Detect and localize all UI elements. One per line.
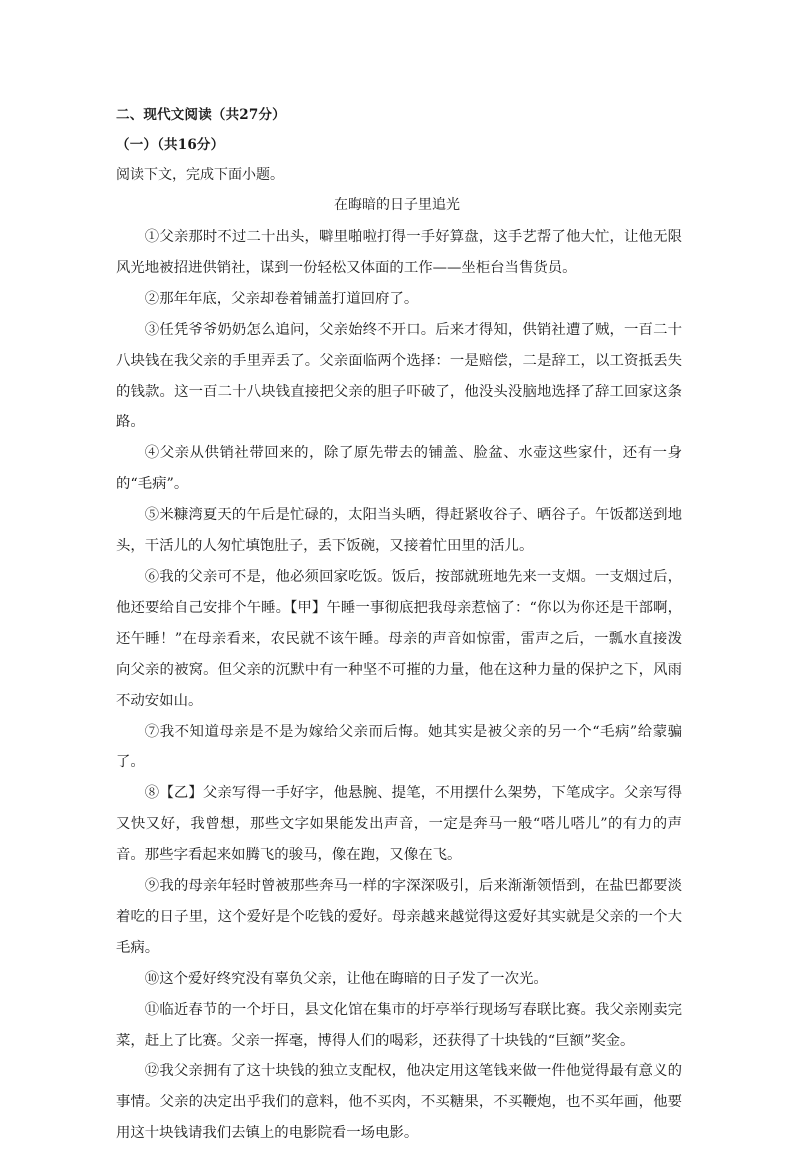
paragraph-5: ⑤米糠湾夏天的午后是忙碌的，太阳当头晒，得赶紧收谷子、晒谷子。午饭都送到地头，干活儿的人匆忙填饱肚子，丢下饭碗，又接着忙田里的活儿。 (116, 507, 682, 555)
paragraph-3: ③任凭爷爷奶奶怎么追问，父亲始终不开口。后来才得知，供销社遭了贼，一百二十八块钱在我父亲的手里弄丢了。父亲面临两个选择：一是赔偿，二是辞工，以工资抵丢失的钱款。这一百二十八块钱直接把父亲的胆子吓破了，他没头没脑地选择了辞工回家这条路。 (116, 321, 682, 431)
section-heading: 二、现代文阅读（共27分） (116, 107, 286, 123)
paragraph-1: ①父亲那时不过二十出头，噼里啪啦打得一手好算盘，这手艺帮了他大忙，让他无限风光地被招进供销社，谋到一份轻松又体面的工作——坐柜台当售货员。 (116, 229, 682, 276)
paragraph-4: ④父亲从供销社带回来的，除了原先带去的铺盖、脸盆、水壶这些家什，还有一身的“毛病”。 (116, 445, 682, 493)
paragraph-9: ⑨我的母亲年轻时曾被那些奔马一样的字深深吸引，后来渐渐领悟到，在盐巴都要淡着吃的日子里，这个爱好是个吃钱的爱好。母亲越来越觉得这爱好其实就是父亲的一个大毛病。 (116, 878, 682, 956)
paragraph-8: ⑧【乙】父亲写得一手好字，他悬腕、提笔，不用摆什么架势，下笔成字。父亲写得又快又好，我曾想，那些文字如果能发出声音，一定是奔马一般“嗒儿嗒儿”的有力的声音。那些字看起来如腾飞的骏马，像在跑，又像在飞。 (116, 785, 682, 864)
paragraph-11: ⑪临近春节的一个圩日，县文化馆在集市的圩亭举行现场写春联比赛。我父亲刚卖完菜，赶上了比赛。父亲一挥毫，博得人们的喝彩，还获得了十块钱的“巨额”奖金。 (116, 1001, 682, 1049)
paragraph-10: ⑩这个爱好终究没有辜负父亲，让他在晦暗的日子发了一次光。 (144, 970, 548, 987)
paragraph-12: ⑫我父亲拥有了这十块钱的独立支配权，他决定用这笔钱来做一件他觉得最有意义的事情。父亲的决定出乎我们的意料，他不买肉，不买糖果，不买鞭炮，也不买年画，他要用这十块钱请我们去镇上的电影院看一场电影。 (116, 1063, 682, 1142)
paragraph-7: ⑦我不知道母亲是不是为嫁给父亲而后悔。她其实是被父亲的另一个“毛病”给蒙骗了。 (116, 723, 682, 771)
article-title: 在晦暗的日子里追光 (334, 197, 460, 213)
paragraph-2: ②那年年底，父亲却卷着铺盖打道回府了。 (144, 290, 419, 307)
instruction-text: 阅读下文，完成下面小题。 (116, 167, 284, 183)
subsection-heading: （一）（共16分） (116, 137, 225, 153)
paragraph-6: ⑥我的父亲可不是，他必须回家吃饭。饭后，按部就班地先来一支烟。一支烟过后，他还要给自己安排个午睡。【甲】午睡一事彻底把我母亲惹恼了：“你以为你还是干部啊，还午睡！”在母亲看来，农民就不该午睡。母亲的声音如惊雷，雷声之后，一瓢水直接泼向父亲的被窝。但父亲的沉默中有一种坚不可摧的力量，他在这种力量的保护之下，风雨不动安如山。 (116, 568, 682, 709)
article-body (116, 222, 682, 1149)
